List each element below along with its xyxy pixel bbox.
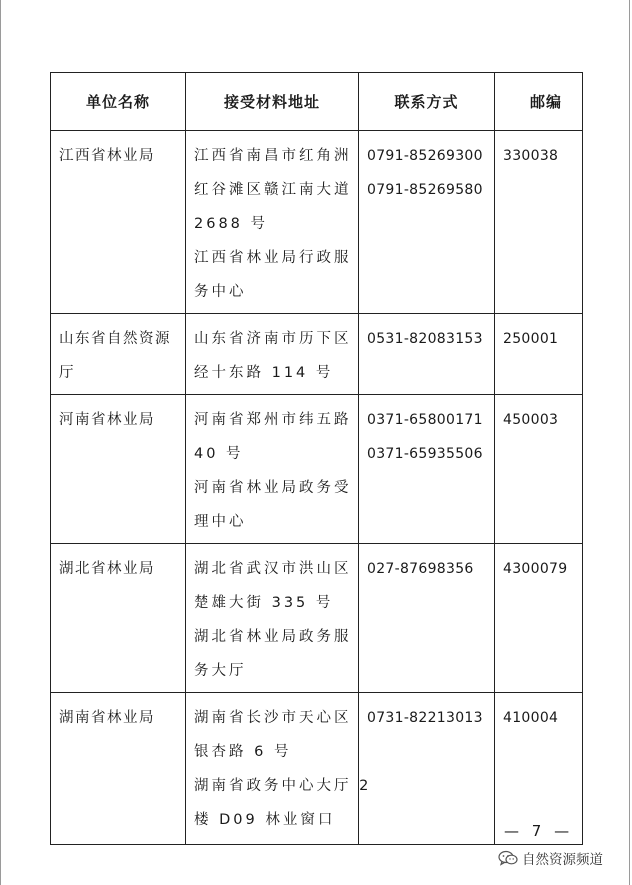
cell-postal-code-line: 450003 — [503, 412, 559, 428]
cell-postal-code-line: 410004 — [503, 710, 559, 726]
cell-address-line: 40 号 — [194, 446, 244, 462]
cell-unit-name — [51, 544, 186, 693]
cell-contact — [359, 131, 495, 314]
cell-postal-code-line: 4300079 — [503, 561, 568, 577]
cell-address-line: 江西省南昌市红角洲 — [194, 148, 352, 164]
table-row — [51, 395, 583, 544]
cell-contact-line: 0531-82083153 — [367, 331, 483, 347]
cell-contact-line: 0731-82213013 — [367, 710, 483, 726]
cell-contact — [359, 544, 495, 693]
page-edge-left — [0, 0, 1, 885]
cell-address-line: 务大厅 — [194, 663, 247, 679]
cell-unit-name-line: 厅 — [59, 365, 75, 381]
cell-address-line: 湖北省林业局政务服 — [194, 629, 352, 645]
cell-unit-name — [51, 395, 186, 544]
cell-contact-line: 0371-65935506 — [367, 446, 483, 462]
cell-address — [186, 131, 359, 314]
cell-postal-code — [495, 314, 583, 395]
cell-unit-name-line: 江西省林业局 — [59, 148, 155, 164]
cell-unit-name-line: 河南省林业局 — [59, 412, 155, 428]
cell-address-line: 湖南省长沙市天心区 — [194, 710, 352, 726]
cell-address-line: 楚雄大街 335 号 — [194, 595, 334, 611]
table-header-row — [51, 73, 583, 131]
cell-address-line: 红谷滩区赣江南大道 — [194, 182, 352, 198]
header-unit-name: 单位名称 — [51, 73, 186, 131]
cell-postal-code-line: 330038 — [503, 148, 559, 164]
cell-address-line: 山东省济南市历下区 — [194, 331, 352, 347]
cell-address-line: 江西省林业局行政服 — [194, 250, 352, 266]
header-postal-code: 邮编 — [495, 73, 583, 131]
agency-table — [50, 72, 583, 845]
cell-address — [186, 395, 359, 544]
cell-address-line: 河南省郑州市纬五路 — [194, 412, 352, 428]
wechat-icon — [498, 850, 518, 866]
cell-unit-name — [51, 131, 186, 314]
cell-unit-name — [51, 314, 186, 395]
cell-address-line: 银杏路 6 号 — [194, 744, 292, 760]
cell-address-line: 务中心 — [194, 284, 247, 300]
cell-address-line: 湖南省政务中心大厅 2 — [194, 778, 372, 794]
cell-contact-line: 0791-85269300 — [367, 148, 483, 164]
cell-postal-code — [495, 395, 583, 544]
cell-contact-line: 027-87698356 — [367, 561, 474, 577]
cell-address-line: 楼 D09 林业窗口 — [194, 812, 336, 828]
table-row — [51, 544, 583, 693]
cell-address — [186, 314, 359, 395]
cell-postal-code — [495, 544, 583, 693]
header-contact: 联系方式 — [359, 73, 495, 131]
footer-brand — [498, 848, 603, 868]
cell-contact-line: 0791-85269580 — [367, 182, 483, 198]
table-row — [51, 314, 583, 395]
page-number: — 7 — — [504, 822, 574, 840]
header-address: 接受材料地址 — [186, 73, 359, 131]
cell-address-line: 理中心 — [194, 514, 247, 530]
cell-contact — [359, 314, 495, 395]
footer-brand-label: 自然资源频道 — [522, 852, 603, 868]
cell-contact — [359, 693, 495, 845]
cell-address-line: 2688 号 — [194, 216, 269, 232]
cell-unit-name-line: 湖北省林业局 — [59, 561, 155, 577]
cell-address — [186, 544, 359, 693]
cell-address-line: 河南省林业局政务受 — [194, 480, 352, 496]
cell-postal-code-line: 250001 — [503, 331, 559, 347]
cell-postal-code — [495, 131, 583, 314]
page-edge-right — [629, 0, 630, 885]
cell-unit-name — [51, 693, 186, 845]
cell-address-line: 湖北省武汉市洪山区 — [194, 561, 352, 577]
cell-address-line: 经十东路 114 号 — [194, 365, 334, 381]
cell-address — [186, 693, 372, 845]
cell-contact — [359, 395, 495, 544]
cell-unit-name-line: 湖南省林业局 — [59, 710, 155, 726]
cell-unit-name-line: 山东省自然资源 — [59, 331, 171, 347]
table-row — [51, 693, 583, 845]
table-row — [51, 131, 583, 314]
cell-contact-line: 0371-65800171 — [367, 412, 483, 428]
